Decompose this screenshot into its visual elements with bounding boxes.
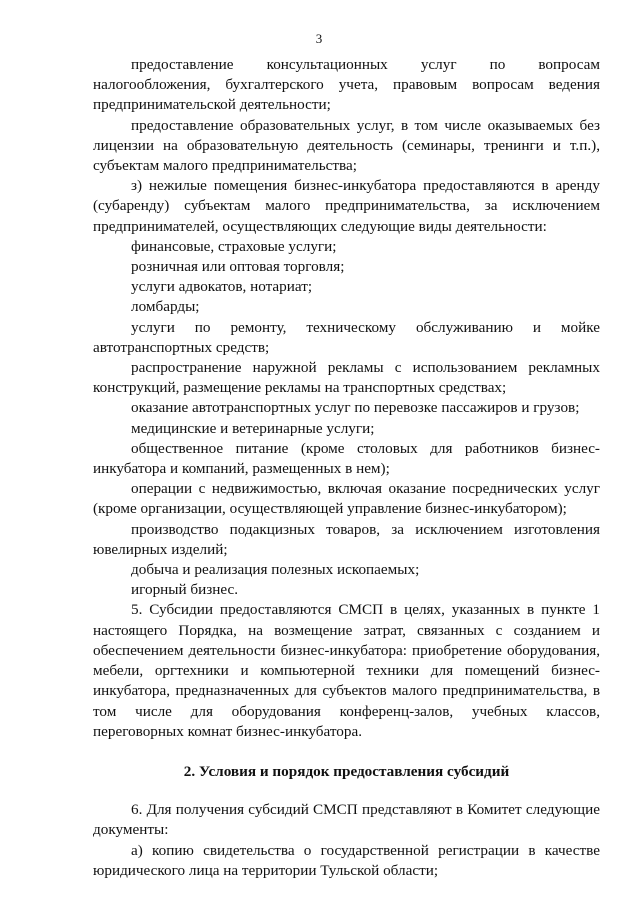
list-item: операции с недвижимостью, включая оказание посреднических услуг (кроме организации, осуществляющей управление бизнес-инкубатором); — [93, 480, 600, 518]
paragraph: предоставление консультационных услуг по вопросам налогообложения, бухгалтерского учета, правовым вопросам ведения предпринимательской деятельности; — [93, 56, 600, 114]
page-number: 3 — [315, 31, 323, 46]
list-item: медицинские и ветеринарные услуги; — [131, 419, 375, 437]
list-item: производство подакцизных товаров, за исключением изготовления ювелирных изделий; — [93, 520, 600, 558]
list-item: добыча и реализация полезных ископаемых; — [131, 561, 420, 579]
paragraph: а) копию свидетельства о государственной регистрации в качестве юридического лица на территории Тульской области; — [93, 841, 600, 879]
list-item: услуги адвокатов, нотариат; — [131, 278, 313, 296]
list-item: розничная или оптовая торговля; — [131, 258, 345, 276]
paragraph: з) нежилые помещения бизнес-инкубатора предоставляются в аренду (субаренду) субъектам малого предпринимательства, за исключением предпринимателей, осуществляющих следующие виды деятельности: — [93, 177, 600, 235]
paragraph: предоставление образовательных услуг, в том числе оказываемых без лицензии на образовательную деятельность (семинары, тренинги и т.п.), субъектам малого предпринимательства; — [93, 116, 600, 175]
list-item: услуги по ремонту, техническому обслуживанию и мойке автотранспортных средств; — [93, 318, 600, 356]
list-item: финансовые, страховые услуги; — [131, 237, 337, 255]
section-heading: 2. Условия и порядок предоставления субсидий — [183, 762, 510, 780]
list-item: общественное питание (кроме столовых для работников бизнес-инкубатора и компаний, размещенных в нем); — [93, 439, 600, 478]
list-item: игорный бизнес. — [131, 581, 239, 599]
document-body — [93, 55, 600, 881]
paragraph: 5. Субсидии предоставляются СМСП в целях, указанных в пункте 1 настоящего Порядка, на возмещение затрат, связанных с созданием и обеспечением деятельности бизнес-инкубатора: приобретение оборудования, мебели, оргтехники и компьютерной техники для помещений бизнес-инкубатора, предназначенных для субъектов малого предпринимательства, в том числе для оборудования конференц-залов, учебных классов, переговорных комнат бизнес-инкубатора. — [93, 601, 600, 740]
paragraph: 6. Для получения субсидий СМСП представляют в Комитет следующие документы: — [93, 801, 600, 839]
list-item: распространение наружной рекламы с использованием рекламных конструкций, размещение рекламы на транспортных средствах; — [93, 359, 600, 397]
list-item: оказание автотранспортных услуг по перевозке пассажиров и грузов; — [131, 399, 580, 417]
list-item: ломбарды; — [131, 298, 200, 316]
